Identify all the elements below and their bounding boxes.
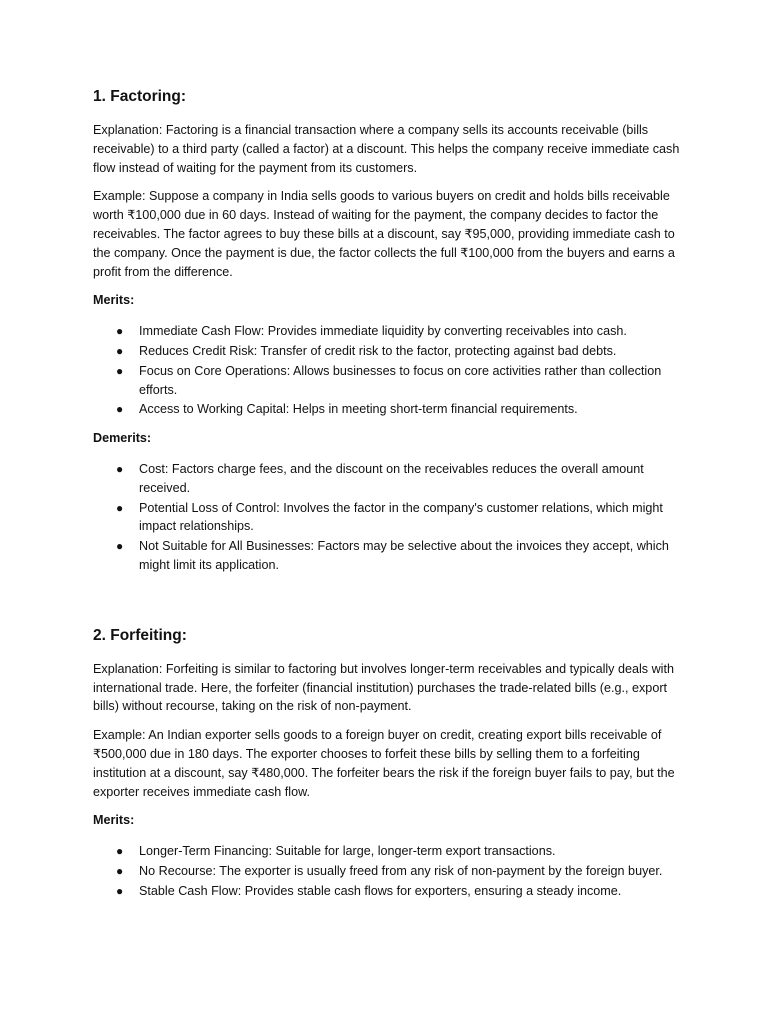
forfeiting-merits-list [93,842,683,900]
list-item: ● Cost: Factors charge fees, and the discount on the receivables reduces the overall amount received. [116,461,644,495]
section-heading-factoring: 1. Factoring: [93,88,187,105]
list-item: ● Longer-Term Financing: Suitable for large, longer-term export transactions. [93,842,683,861]
list-item: ● Not Suitable for All Businesses: Factors may be selective about the invoices they accept, which might limit its application. [116,539,669,572]
list-item: ● Focus on Core Operations: Allows businesses to focus on core activities rather than collection efforts. [116,363,662,397]
factoring-demerits-list [93,460,683,575]
bullet-icon: ● [116,883,124,898]
factoring-explanation: Explanation: Factoring is a financial transaction where a company sells its accounts receivable (bills receivable) to a third party (called a factor) at a discount. This helps the company receive immediate cash flow instead of waiting for the payment from its customers. [93,123,680,175]
bullet-icon: ● [116,844,124,859]
bullet-icon: ● [116,324,124,339]
factoring-demerits-label: Demerits: [93,431,152,446]
bullet-icon: ● [116,402,124,417]
list-item: ● No Recourse: The exporter is usually freed from any risk of non-payment by the foreign buyer. [93,862,683,881]
forfeiting-merits-label: Merits: [93,813,135,828]
bullet-icon: ● [116,343,124,358]
factoring-merits-list [93,322,683,419]
bullet-icon: ● [116,863,124,878]
list-item: ● Reduces Credit Risk: Transfer of credit risk to the factor, protecting against bad debts. [93,342,683,361]
bullet-icon: ● [116,461,124,476]
bullet-icon: ● [116,539,124,554]
document-page [93,86,683,911]
bullet-icon: ● [116,363,124,378]
list-item: ● Potential Loss of Control: Involves the factor in the company's customer relations, which might impact relationships. [116,500,663,534]
list-item: ● Access to Working Capital: Helps in meeting short-term financial requirements. [93,400,683,419]
section-heading-forfeiting: 2. Forfeiting: [93,626,187,644]
factoring-example: Example: Suppose a company in India sells goods to various buyers on credit and holds bills receivable worth ₹100,000 due in 60 days. Instead of waiting for the payment, the company decides to factor the receivables. The factor agrees to buy these bills at a discount, say ₹95,000, providing immediate cash to the company. Once the payment is due, the factor collects the full ₹100,000 from the buyers and earns a profit from the difference. [93,189,675,279]
forfeiting-explanation: Explanation: Forfeiting is similar to factoring but involves longer-term receivables and typically deals with international trade. Here, the forfeiter (financial institution) purchases the trade-related bills (e.g., export bills) without recourse, taking on the risk of non-payment. [93,661,674,714]
list-item: ● Stable Cash Flow: Provides stable cash flows for exporters, ensuring a steady income. [93,882,683,901]
list-item: ● Immediate Cash Flow: Provides immediate liquidity by converting receivables into cash. [93,322,683,341]
bullet-icon: ● [116,500,124,515]
forfeiting-example: Example: An Indian exporter sells goods to a foreign buyer on credit, creating export bills receivable of ₹500,000 due in 180 days. The exporter chooses to forfeit these bills by selling them to a forfeiting institution at a discount, say ₹480,000. The forfeiter bears the risk if the foreign buyer fails to pay, but the exporter receives immediate cash flow. [93,728,675,799]
factoring-merits-label: Merits: [93,293,135,308]
